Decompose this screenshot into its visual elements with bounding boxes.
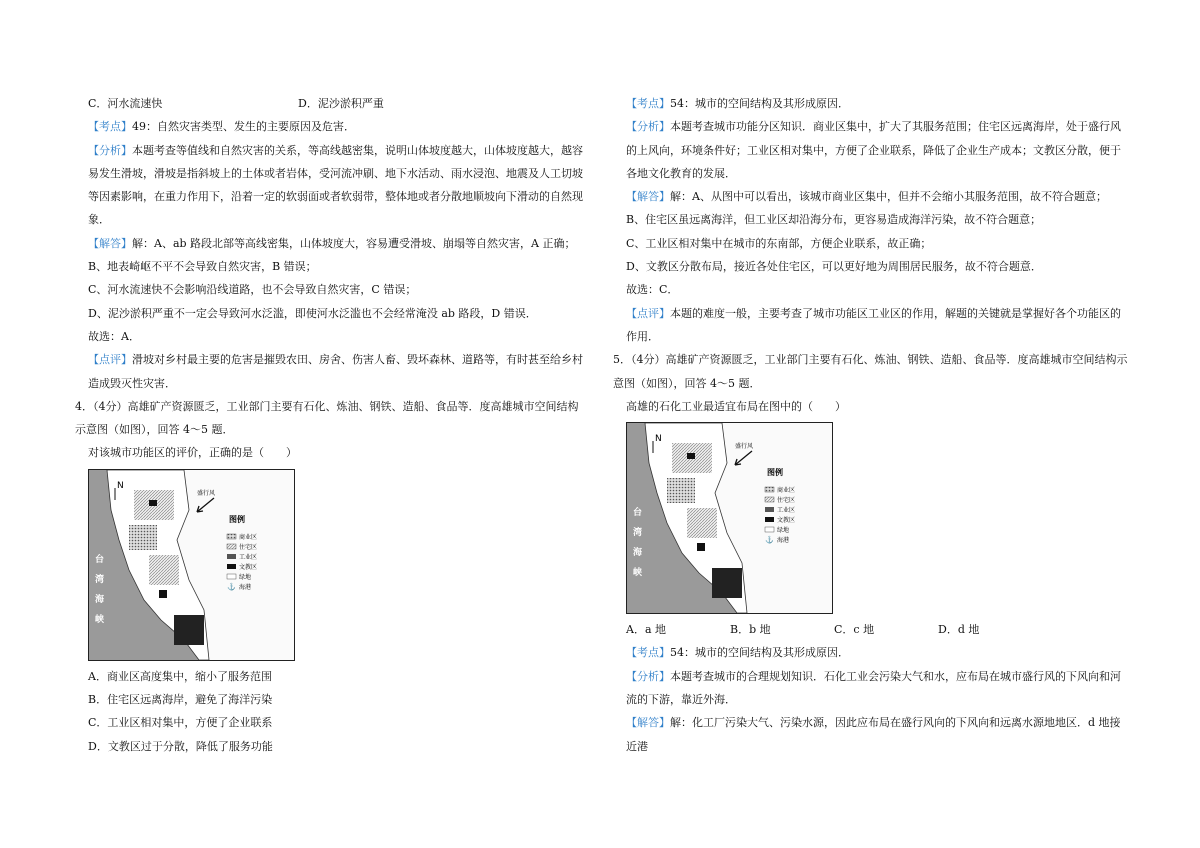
q5-question: 高雄的石化工业最适宜布局在图中的（ ）	[626, 399, 846, 413]
map-graphic-2	[627, 423, 832, 613]
q4-option-d: D．文教区过于分散，降低了服务功能	[88, 739, 273, 753]
jieda-text: 解：化工厂污染大气、污染水源，因此应布局在盛行风向的下风向和远离水源地地区．d 地接近港	[626, 716, 1121, 753]
jieda-tag: 【解答】	[626, 190, 670, 204]
legend-label-1: 商业区	[777, 487, 796, 495]
dianping-tag: 【点评】	[88, 353, 132, 367]
legend-swatch-green	[765, 527, 774, 532]
q3-dianping	[75, 348, 585, 395]
q3-option-c: C．河水流速快	[88, 97, 163, 110]
sea-label-3: 海	[95, 594, 105, 605]
legend-label-2: 住宅区	[239, 543, 258, 551]
kaodian-text: 54：城市的空间结构及其形成原因．	[670, 646, 849, 660]
commercial-zone	[667, 478, 695, 503]
wind-label: 盛行风	[735, 443, 754, 451]
q3-answer: 故选：A．	[88, 329, 140, 343]
q3-options-cd	[75, 92, 585, 115]
legend-swatch-education	[765, 517, 774, 522]
dianping-tag: 【点评】	[626, 306, 670, 320]
sea-label-1: 台	[633, 508, 643, 519]
q4-stem: 4．（4分）高雄矿产资源匮乏，工业部门主要有石化、炼油、钢铁、造船、食品等．度高雄城市空间结构示意图（如图），回答 4～5 题．	[75, 399, 579, 437]
legend-swatch-commercial	[765, 487, 774, 492]
education-zone	[687, 453, 695, 459]
sea-label-4: 峡	[633, 568, 643, 579]
q3-kaodian	[75, 115, 585, 138]
fenxi-tag: 【分析】	[626, 669, 670, 683]
residential-zone-2	[687, 508, 717, 538]
north-label: N	[655, 434, 662, 445]
legend-label-3: 工业区	[777, 507, 796, 515]
legend-label-3: 工业区	[239, 553, 258, 561]
jieda-text: 解：A、从图中可以看出，该城市商业区集中，但并不会缩小其服务范围，故不符合题意；	[670, 190, 1107, 204]
kaodian-tag: 【考点】	[626, 646, 670, 660]
north-label: N	[117, 480, 124, 491]
map-graphic	[89, 470, 294, 660]
dianping-text: 本题的难度一般，主要考查了城市功能区工业区的作用，解题的关键就是掌握好各个功能区的作用．	[626, 306, 1121, 343]
legend-title: 图例	[767, 468, 783, 478]
legend-label-6: 海港	[777, 537, 790, 545]
q3-analysis-d: D、泥沙淤积严重不一定会导致河水泛滥，即使河水泛滥也不会经常淹没 ab 路段，D 错误．	[88, 306, 537, 320]
legend-swatch-industrial	[765, 507, 774, 512]
wind-arrow-icon	[197, 498, 214, 512]
legend-label-5: 绿地	[777, 527, 790, 535]
city-structure-map-2	[626, 422, 833, 614]
q5-options	[613, 618, 1131, 641]
q4-option-c: C．工业区相对集中，方便了企业联系	[88, 716, 273, 730]
q4-dianping	[613, 302, 1131, 349]
fenxi-tag: 【分析】	[88, 143, 132, 157]
fenxi-text: 本题考查城市的合理规划知识．石化工业会污染大气和水，应布局在城市盛行风的下风向和河流的下游，靠近外海．	[626, 669, 1121, 707]
sea-label-1: 台	[95, 554, 105, 565]
fenxi-text: 本题考查等值线和自然灾害的关系，等高线越密集，说明山体坡度越大，山体坡度越大，越容易发生滑坡，滑坡是指斜坡上的土体或者岩体，受河流冲刷、地下水活动、雨水浸泡、地震及人工切坡等因素影响，在重力作用下，沿着一定的软弱面或者软弱带，整体地或者分散地顺坡向下滑动的自然现象．	[88, 143, 583, 227]
kaodian-text: 54：城市的空间结构及其形成原因．	[670, 97, 849, 110]
q3-jieda	[75, 232, 585, 255]
education-zone-2	[697, 543, 705, 551]
sea-label-2: 湾	[633, 528, 643, 539]
fenxi-tag: 【分析】	[626, 120, 670, 134]
education-zone-2	[159, 590, 167, 598]
q4-fenxi	[613, 115, 1131, 185]
legend-swatch-commercial	[227, 534, 236, 539]
sea-label-4: 峡	[95, 614, 105, 625]
q5-fenxi	[613, 665, 1131, 712]
jieda-tag: 【解答】	[88, 236, 132, 250]
legend-swatch-residential	[765, 497, 774, 502]
legend-swatch-education	[227, 564, 236, 569]
q4-analysis-b: B、住宅区虽远离海洋，但工业区却沿海分布，更容易造成海洋污染，故不符合题意；	[626, 213, 1042, 227]
left-column	[75, 92, 585, 758]
q5-option-c: C．c 地	[834, 623, 875, 637]
wind-arrow-icon	[735, 451, 752, 465]
residential-zone-2	[149, 555, 179, 585]
q4-question: 对该城市功能区的评价，正确的是（ ）	[88, 446, 297, 460]
industrial-zone	[174, 615, 204, 645]
legend-swatch-residential	[227, 544, 236, 549]
dianping-text: 滑坡对乡村最主要的危害是摧毁农田、房舍、伤害人畜、毁坏森林、道路等，有时甚至给乡村造成毁灭性灾害．	[88, 353, 583, 390]
commercial-zone	[129, 525, 157, 550]
industrial-zone	[712, 568, 742, 598]
right-column	[613, 92, 1131, 758]
q4-answer: 故选：C．	[626, 283, 679, 297]
legend-label-2: 住宅区	[777, 497, 796, 505]
legend-title: 图例	[229, 514, 245, 524]
jieda-tag: 【解答】	[626, 716, 670, 730]
q5-option-b: B．b 地	[730, 623, 771, 637]
legend-label-4: 文教区	[239, 563, 258, 571]
kaodian-tag: 【考点】	[626, 97, 670, 110]
q3-fenxi	[75, 139, 585, 232]
q4-option-b: B．住宅区远离海岸，避免了海洋污染	[88, 693, 273, 707]
legend-swatch-industrial	[227, 554, 236, 559]
q3-analysis-c: C、河水流速快不会影响沿线道路，也不会导致自然灾害，C 错误；	[88, 283, 417, 297]
q3-option-d: D．泥沙淤积严重	[298, 97, 384, 110]
q4-analysis-d: D、文教区分散布局，接近各处住宅区，可以更好地为周围居民服务，故不符合题意．	[626, 260, 1042, 274]
legend-label-6: 海港	[239, 583, 252, 591]
q4-analysis-c: C、工业区相对集中在城市的东南部，方便企业联系，故正确；	[626, 236, 932, 250]
q4-option-a: A．商业区高度集中，缩小了服务范围	[88, 669, 272, 683]
q4-kaodian	[613, 92, 1131, 115]
legend-label-4: 文教区	[777, 517, 796, 525]
wind-label: 盛行风	[197, 489, 216, 497]
kaodian-text: 49：自然灾害类型、发生的主要原因及危害．	[132, 120, 355, 134]
fenxi-text: 本题考查城市功能分区知识．商业区集中，扩大了其服务范围；住宅区远离海岸，处于盛行风的上风向，环境条件好；工业区相对集中，方便了企业联系，降低了企业生产成本；文教区分散，便于各地文化教育的发展．	[626, 120, 1121, 180]
q5-option-a: A．a 地	[626, 623, 666, 637]
legend-label-5: 绿地	[239, 573, 252, 581]
legend-swatch-port-icon: ⚓	[765, 536, 774, 545]
legend-label-1: 商业区	[239, 533, 258, 541]
q5-stem: 5．（4分）高雄矿产资源匮乏，工业部门主要有石化、炼油、钢铁、造船、食品等．度高雄城市空间结构示意图（如图），回答 4～5 题．	[613, 353, 1128, 390]
jieda-text: 解：A、ab 路段北部等高线密集，山体坡度大，容易遭受滑坡、崩塌等自然灾害，A 正确；	[132, 236, 576, 250]
q5-jieda	[613, 711, 1131, 758]
q3-analysis-b: B、地表崎岖不平不会导致自然灾害，B 错误；	[88, 260, 317, 274]
sea-label-2: 湾	[95, 574, 105, 585]
legend-swatch-port-icon: ⚓	[227, 582, 236, 591]
q5-option-d: D．d 地	[938, 623, 980, 637]
legend-swatch-green	[227, 574, 236, 579]
kaodian-tag: 【考点】	[88, 120, 132, 134]
q4-jieda	[613, 185, 1131, 208]
q5-kaodian	[613, 641, 1131, 664]
education-zone	[149, 500, 157, 506]
sea-label-3: 海	[633, 548, 643, 559]
city-structure-map	[88, 469, 295, 661]
